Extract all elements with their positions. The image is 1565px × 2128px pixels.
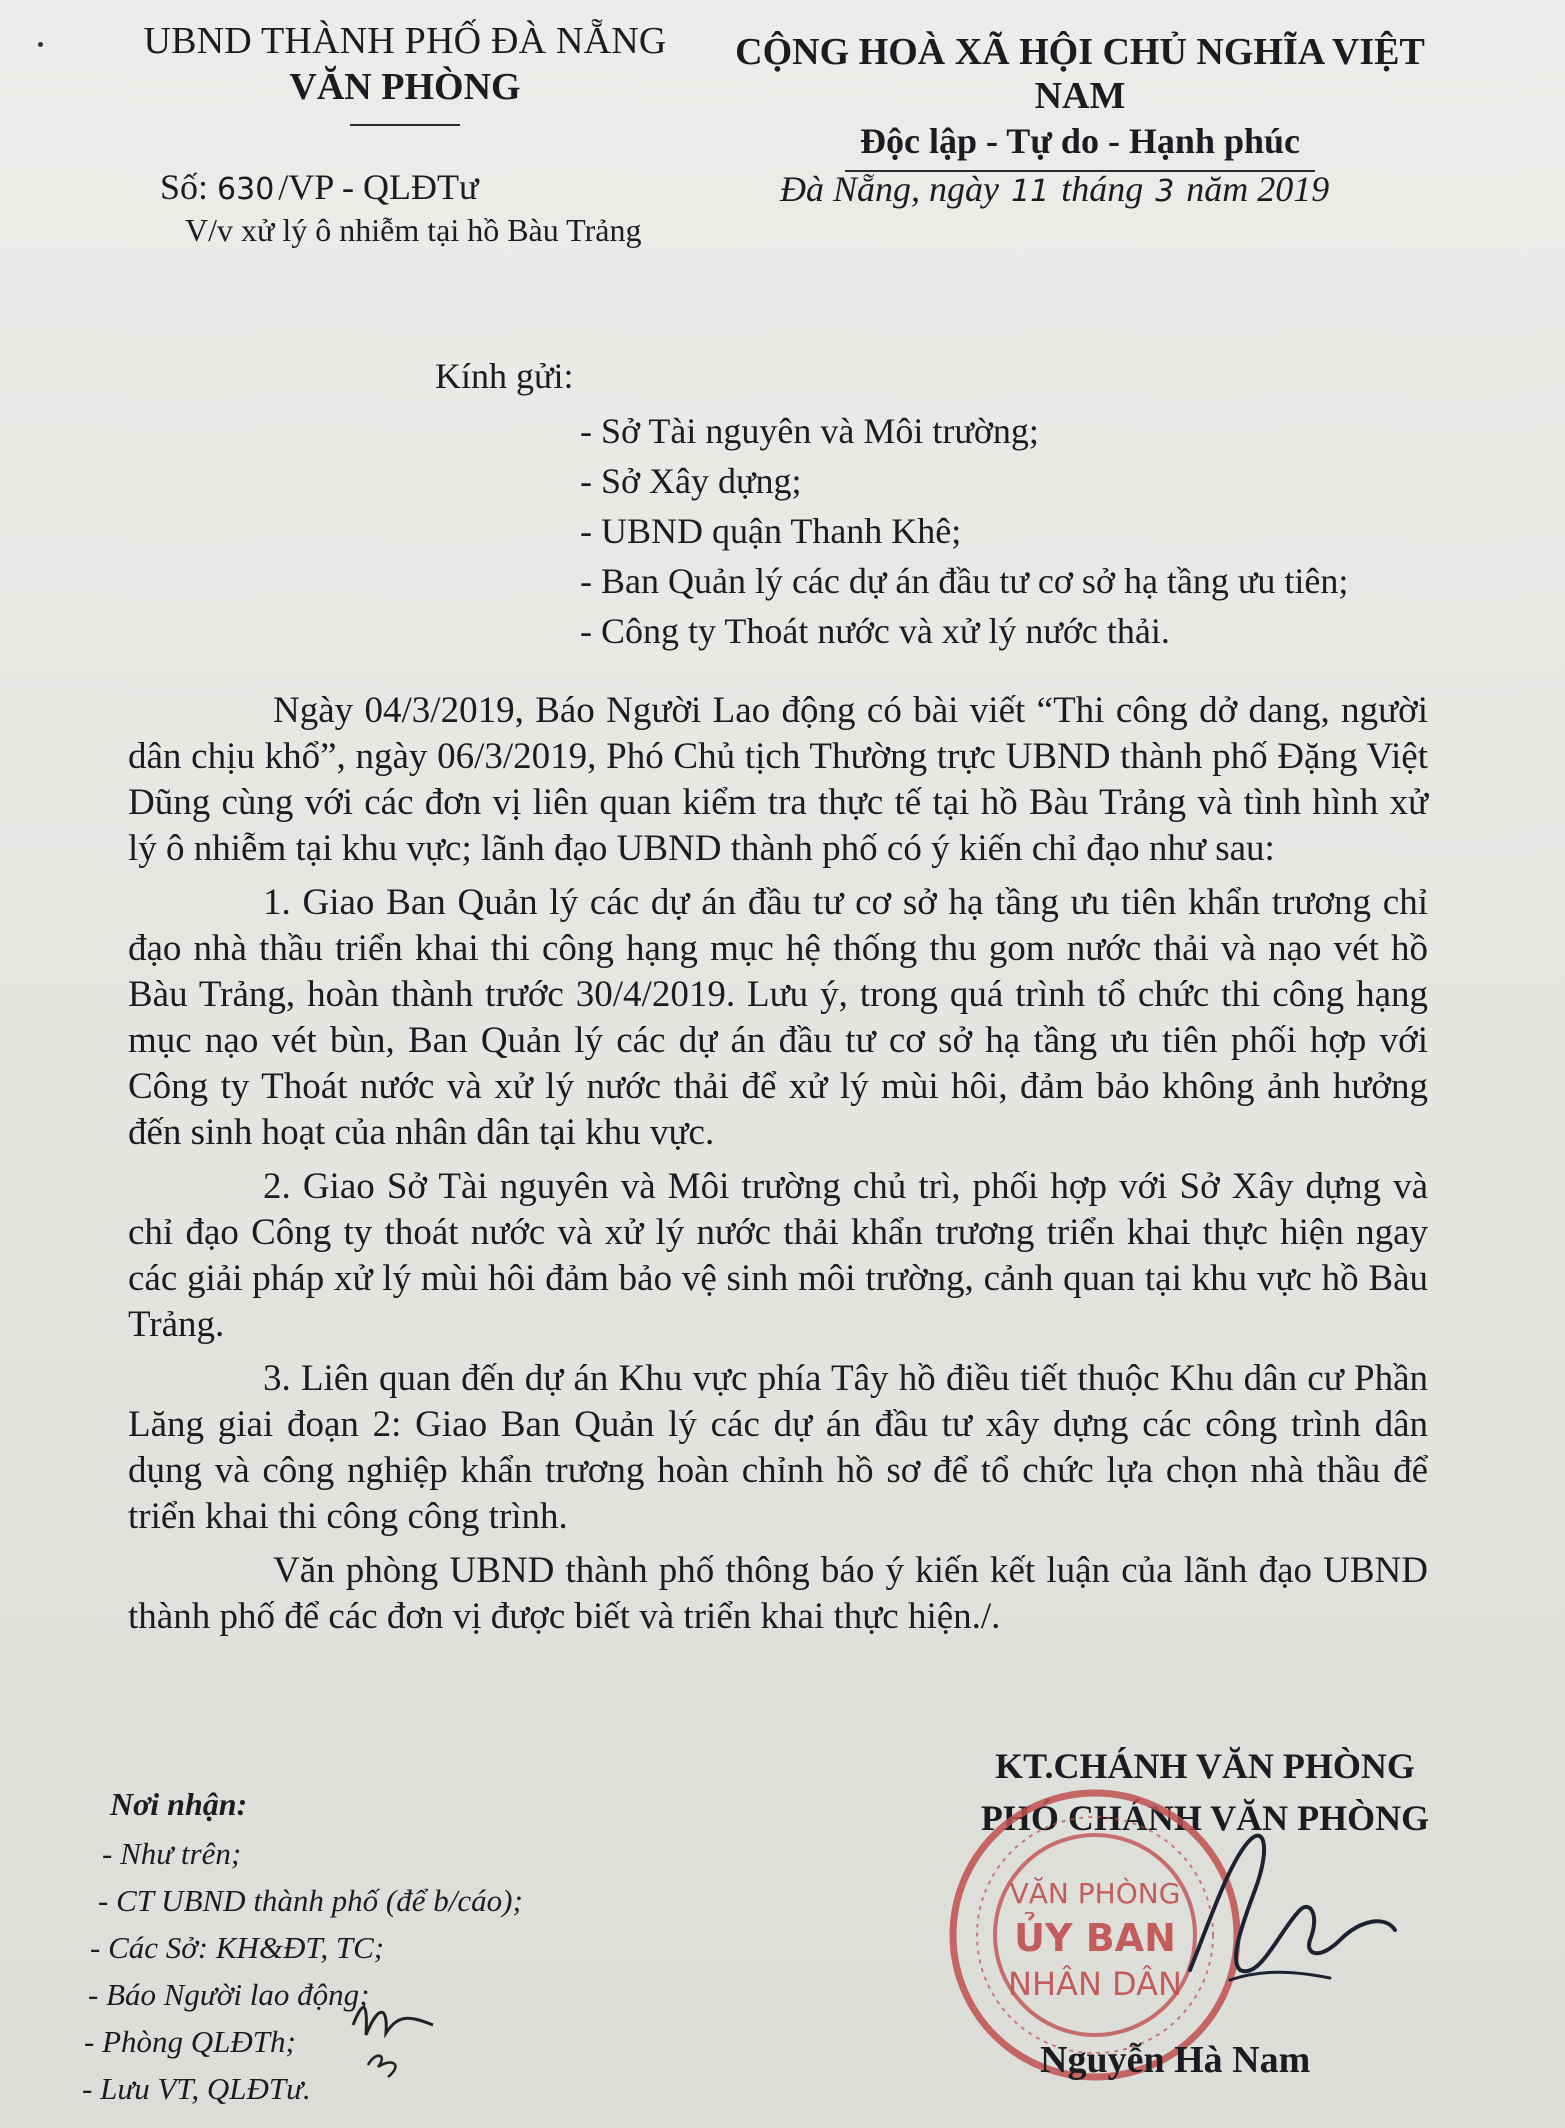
recipient-item: - Phòng QLĐTh; [84,2024,296,2059]
stamp-line-2: ỦY BAN [1014,1916,1176,1960]
directive-item-2: 2. Giao Sở Tài nguyên và Môi trường chủ trì, phối hợp với Sở Xây dựng và chỉ đạo Công ty thoát nước và xử lý nước thải khẩn trương triển khai thực hiện ngay các giải pháp xử lý mùi hôi đảm bảo vệ sinh môi trường, cảnh quan tại khu vực hồ Bàu Trảng. [128,1166,1428,1345]
issuing-agency-block [120,18,690,126]
number-suffix: /VP - QLĐTư [278,167,479,207]
directive-item-3: 3. Liên quan đến dự án Khu vực phía Tây hồ điều tiết thuộc Khu dân cư Phần Lăng giai đoạn 2: Giao Ban Quản lý các dự án đầu tư xây dựng các công trình dân dụng và công nghiệp khẩn trương hoàn chỉnh hồ sơ để tổ chức lựa chọn nhà thầu để triển khai thi công công trình. [128,1358,1428,1537]
number-prefix: Số: [160,167,209,207]
date-line [780,168,1329,210]
document-number [160,166,478,208]
agency-name: UBND THÀNH PHỐ ĐÀ NẴNG [143,20,667,62]
stamp-line-1: VĂN PHÒNG [1009,1877,1181,1910]
date-year: năm 2019 [1186,169,1330,209]
addressee-item: - Sở Tài nguyên và Môi trường; [580,411,1039,451]
number-handwritten: 630 [217,172,275,207]
recipients-list [82,1830,523,2112]
recipient-item: - Các Sở: KH&ĐT, TC; [90,1930,385,1965]
national-title-block [700,30,1460,172]
closing-paragraph: Văn phòng UBND thành phố thông báo ý kiến kết luận của lãnh đạo UBND thành phố để các đơn vị được biết và triển khai thực hiện./. [128,1550,1428,1637]
recipients-label: Nơi nhận: [110,1786,248,1822]
stamp-line-3: NHÂN DÂN [1008,1965,1182,2003]
date-month-label: tháng [1061,169,1144,209]
recipient-item: - Như trên; [102,1836,242,1871]
recipient-item: - Lưu VT, QLĐTư. [82,2071,311,2106]
addressee-item: - Công ty Thoát nước và xử lý nước thải. [580,611,1170,651]
national-motto: Độc lập - Tự do - Hạnh phúc [859,121,1301,161]
signature-title-line2: PHÓ CHÁNH VĂN PHÒNG [980,1798,1430,1838]
addressee-item: - Sở Xây dựng; [580,461,802,501]
scan-speck [38,42,43,47]
date-prefix: Đà Nẵng, ngày [780,169,999,209]
date-day: 11 [1011,174,1050,209]
office-name: VĂN PHÒNG [289,66,521,108]
addressees-list [580,406,1348,656]
addressees-label: Kính gửi: [435,356,574,396]
directive-item-1: 1. Giao Ban Quản lý các dự án đầu tư cơ sở hạ tầng ưu tiên khẩn trương chỉ đạo nhà thầu triển khai thi công hạng mục hệ thống thu gom nước thải và nạo vét hồ Bàu Trảng, hoàn thành trước 30/4/2019. Lưu ý, trong quá trình tổ chức thi công hạng mục nạo vét bùn, Ban Quản lý các dự án đầu tư cơ sở hạ tầng ưu tiên phối hợp với Công ty Thoát nước và xử lý nước thải để xử lý mùi hôi, đảm bảo không ảnh hưởng đến sinh hoạt của nhân dân tại khu vực. [128,882,1428,1153]
recipient-item: - Báo Người lao động; [88,1977,370,2012]
signer-name: Nguyễn Hà Nam [1040,2039,1311,2081]
signature-title-line1: KT.CHÁNH VĂN PHÒNG [995,1746,1415,1786]
handwritten-initials [348,1995,438,2080]
document-subject: V/v xử lý ô nhiễm tại hồ Bàu Trảng [185,212,642,248]
handwritten-signature [1170,1820,1400,1990]
addressee-item: - UBND quận Thanh Khê; [580,511,962,551]
recipient-item: - CT UBND thành phố (để b/cáo); [98,1883,523,1918]
date-month: 3 [1155,174,1175,209]
addressee-item: - Ban Quản lý các dự án đầu tư cơ sở hạ tầng ưu tiên; [580,561,1349,601]
letter-body [128,688,1428,1648]
country-name: CỘNG HOÀ XÃ HỘI CHỦ NGHĨA VIỆT NAM [735,31,1425,117]
intro-paragraph: Ngày 04/3/2019, Báo Người Lao động có bài viết “Thi công dở dang, người dân chịu khổ”, ngày 06/3/2019, Phó Chủ tịch Thường trực UBND thành phố Đặng Việt Dũng cùng với các đơn vị liên quan kiểm tra thực tế tại hồ Bàu Trảng và tình hình xử lý ô nhiễm tại khu vực; lãnh đạo UBND thành phố có ý kiến chỉ đạo như sau: [128,690,1428,869]
agency-underline [350,124,460,126]
